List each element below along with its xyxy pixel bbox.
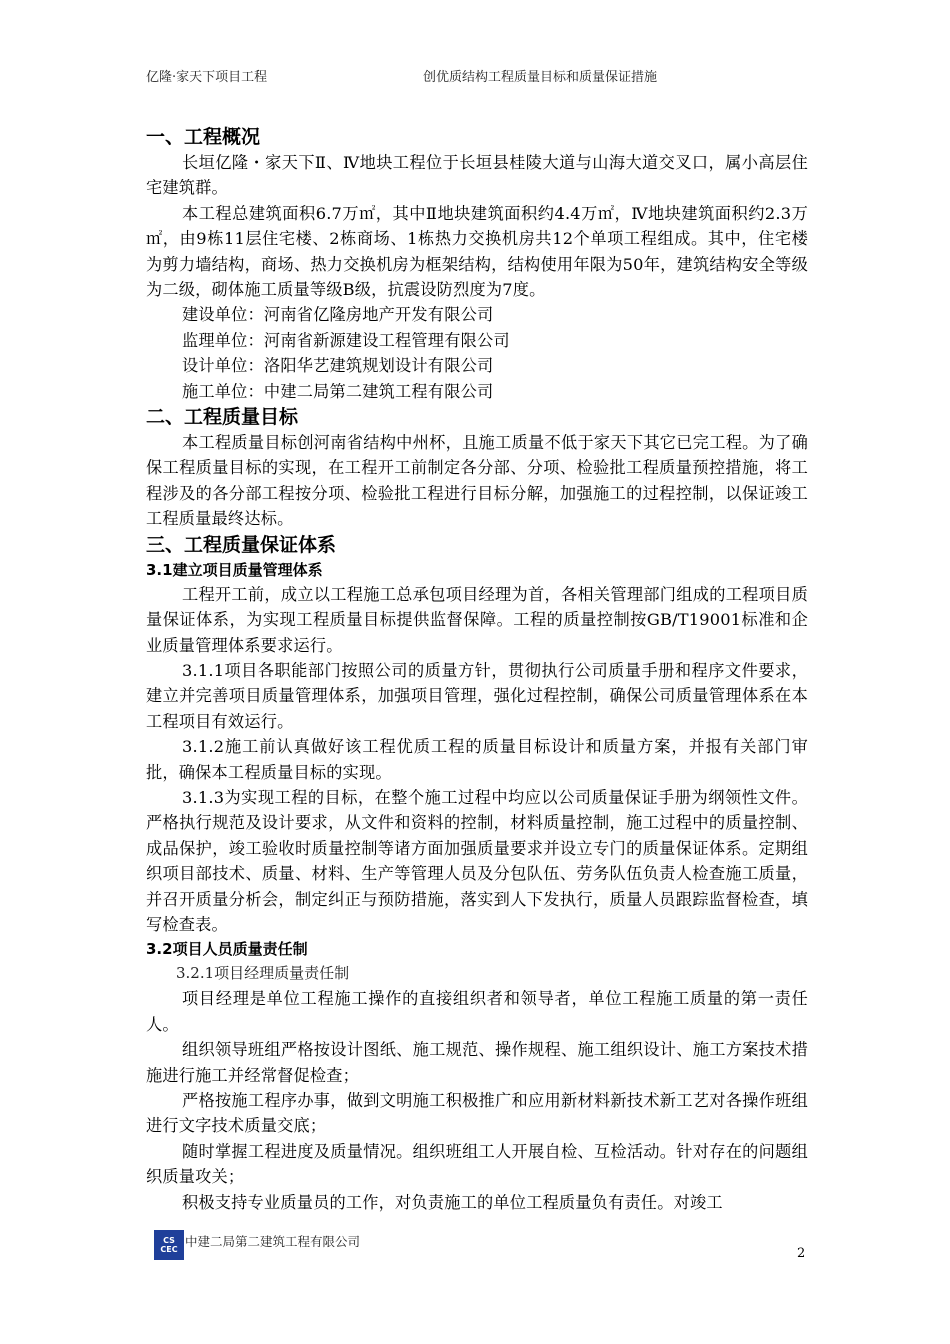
page-number: 2: [797, 1246, 806, 1261]
paragraph: 积极支持专业质量员的工作，对负责施工的单位工程质量负有责任。对竣工: [182, 1192, 723, 1212]
paragraph: 3.1.2施工前认真做好该工程优质工程的质量目标设计和质量方案，并报有关部门审批，确保本工程质量目标的实现。: [146, 737, 808, 782]
paragraph: 严格按施工程序办事，做到文明施工积极推广和应用新材料新技术新工艺对各操作班组进行文字技术质量交底；: [146, 1091, 808, 1136]
paragraph: 项目经理是单位工程施工操作的直接组织者和领导者，单位工程施工质量的第一责任人。: [146, 989, 808, 1034]
paragraph: 长垣亿隆・家天下Ⅱ、Ⅳ地块工程位于长垣县桂陵大道与山海大道交叉口，属小高层住宅建筑群。: [146, 153, 808, 198]
section-heading: 三、工程质量保证体系: [146, 533, 337, 556]
paragraph: 建设单位：河南省亿隆房地产开发有限公司: [182, 305, 494, 325]
section-heading: 一、工程概况: [146, 126, 261, 148]
paragraph: 随时掌握工程进度及质量情况。组织班组工人开展自检、互检活动。针对存在的问题组织质量攻关；: [146, 1141, 808, 1187]
header-document-title: 创优质结构工程质量目标和质量保证措施: [423, 70, 658, 85]
company-logo: CS CEC: [154, 1230, 184, 1260]
document-body: [146, 124, 808, 1215]
header-project-name: 亿隆·家天下项目工程: [146, 70, 268, 85]
paragraph: 工程开工前，成立以工程施工总承包项目经理为首，各相关管理部门组成的工程项目质量保证体系，为实现工程质量目标提供监督保障。工程的质量控制按GB/T19001标准和企业质量管理体系要求运行。: [146, 584, 808, 655]
paragraph: 设计单位：洛阳华艺建筑规划设计有限公司: [182, 356, 494, 376]
subsection-heading: 3.1建立项目质量管理体系: [146, 560, 323, 579]
sub-subsection-heading: 3.2.1项目经理质量责任制: [176, 964, 350, 983]
paragraph: 本工程总建筑面积6.7万㎡，其中Ⅱ地块建筑面积约4.4万㎡，Ⅳ地块建筑面积约2.3万㎡，由9栋11层住宅楼、2栋商场、1栋热力交换机房共12个单项工程组成。其中，住宅楼为剪力墙结构，商场、热力交换机房为框架结构，结构使用年限为50年，建筑结构安全等级为二级，砌体施工质量等级B级，抗震设防烈度为7度。: [146, 203, 808, 300]
subsection-heading: 3.2项目人员质量责任制: [146, 940, 308, 959]
paragraph: 施工单位：中建二局第二建筑工程有限公司: [182, 381, 494, 401]
footer: [154, 1230, 360, 1260]
paragraph: 3.1.3为实现工程的目标，在整个施工过程中均应以公司质量保证手册为纲领性文件。严格执行规范及设计要求，从文件和资料的控制，材料质量控制，施工过程中的质量控制、成品保护，竣工验收时质量控制等诸方面加强质量要求并设立专门的质量保证体系。定期组织项目部技术、质量、材料、生产等管理人员及分包队伍、劳务队伍负责人检查施工质量，并召开质量分析会，制定纠正与预防措施，落实到人下发执行，质量人员跟踪监督检查，填写检查表。: [146, 787, 808, 934]
paragraph: 3.1.1项目各职能部门按照公司的质量方针，贯彻执行公司质量手册和程序文件要求，建立并完善项目质量管理体系，加强项目管理，强化过程控制，确保公司质量管理体系在本工程项目有效运行。: [146, 660, 808, 731]
paragraph: 本工程质量目标创河南省结构中州杯，且施工质量不低于家天下其它已完工程。为了确保工程质量目标的实现，在工程开工前制定各分部、分项、检验批工程质量预控措施，将工程涉及的各分部工程按分项、检验批工程进行目标分解，加强施工的过程控制，以保证竣工工程质量最终达标。: [146, 433, 808, 529]
section-heading: 二、工程质量目标: [146, 406, 299, 429]
footer-company-name: 中建二局第二建筑工程有限公司: [185, 1234, 361, 1249]
paragraph: 监理单位：河南省新源建设工程管理有限公司: [182, 330, 510, 350]
paragraph: 组织领导班组严格按设计图纸、施工规范、操作规程、施工组织设计、施工方案技术措施进行施工并经常督促检查；: [146, 1040, 808, 1085]
